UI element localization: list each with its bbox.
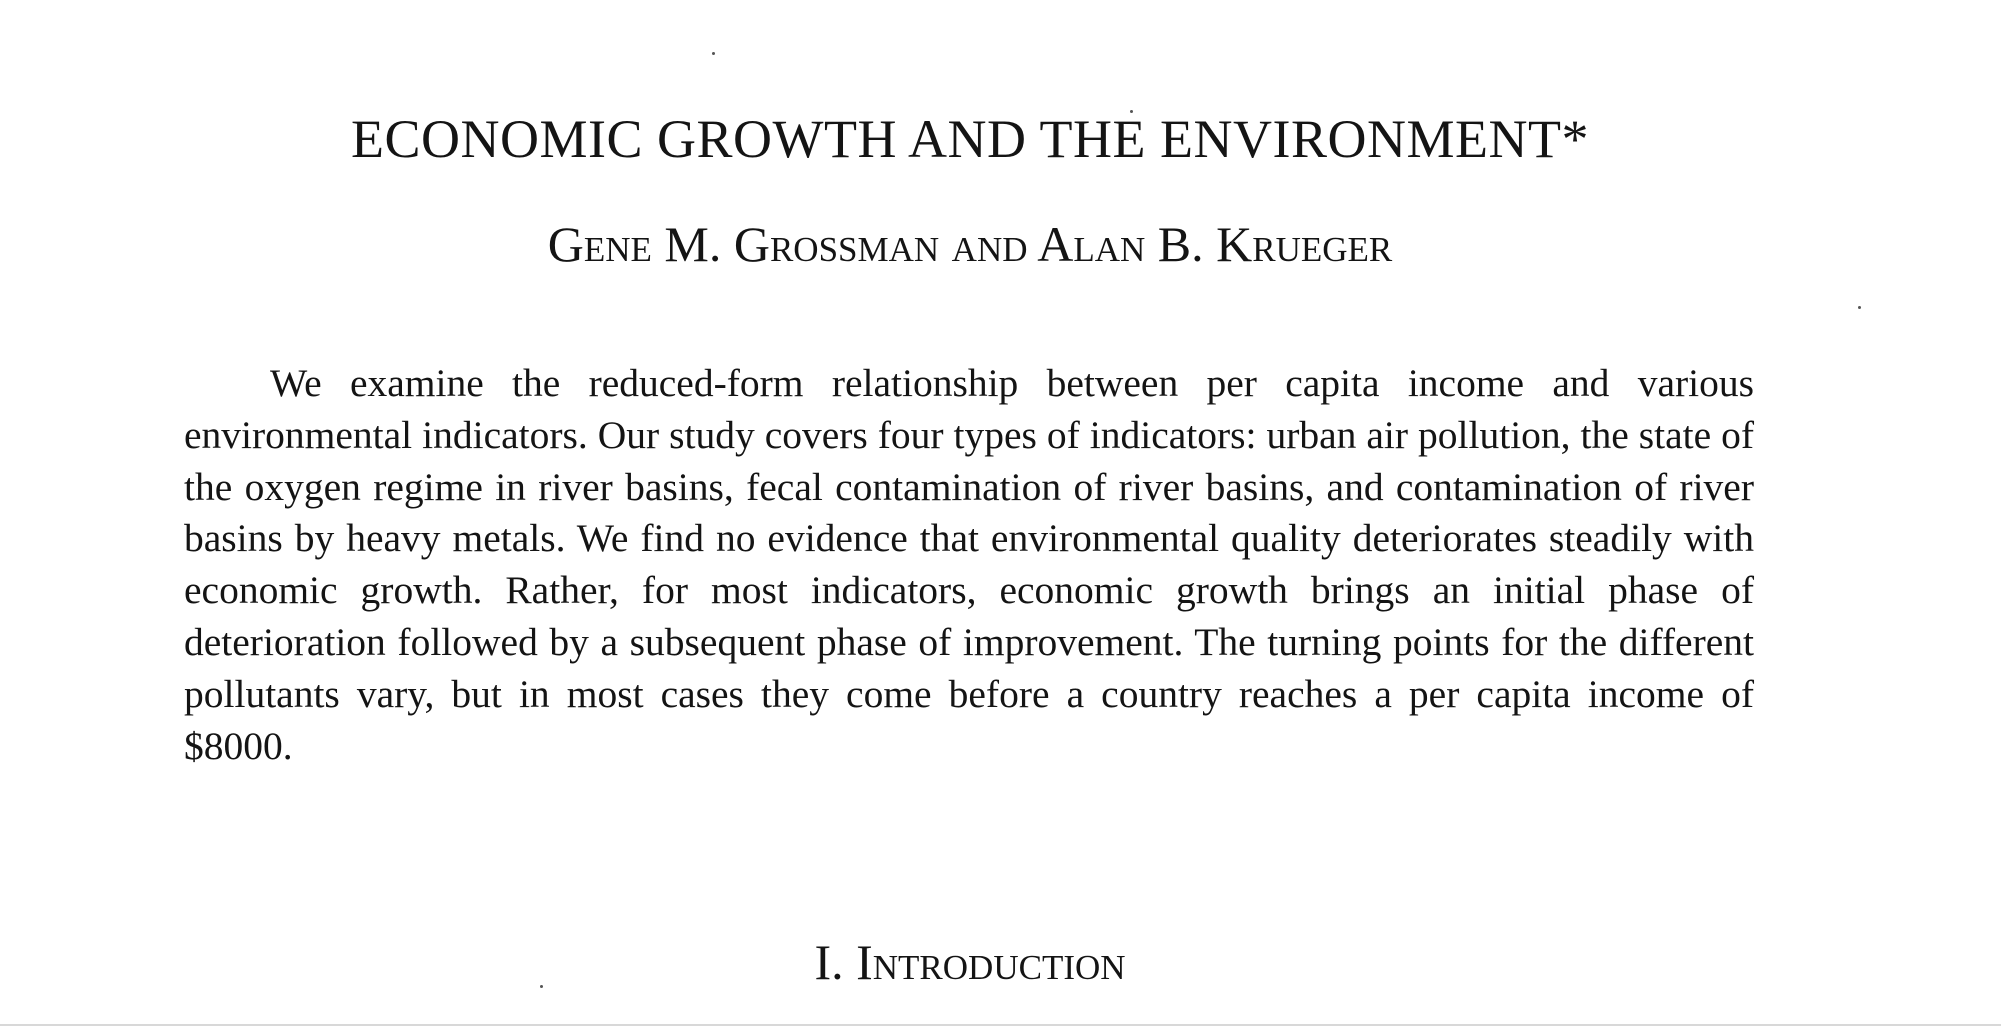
scan-speck xyxy=(1858,306,1861,309)
page-bottom-edge xyxy=(0,1024,2001,1026)
scan-speck xyxy=(712,52,715,55)
paper-authors: Gene M. Grossman and Alan B. Krueger xyxy=(547,216,1393,272)
paper-title: ECONOMIC GROWTH AND THE ENVIRONMENT* xyxy=(351,109,1589,169)
section-heading-introduction: I. Introduction xyxy=(814,934,1126,990)
abstract-paragraph: We examine the reduced-form relationship between per capita income and various environmental indicators. Our study covers four types of indicators: urban air pollution, the state of the oxygen regime in river basins, fecal contamination of river basins, and contamination of river basins by heavy metals. We find no evidence that environmental quality deteriorates steadily with economic growth. Rather, for most indicators, economic growth brings an initial phase of deterioration followed by a subsequent phase of improvement. The turning points for the different pollutants vary, but in most cases they come before a country reaches a per capita income of $8000. xyxy=(184,361,1754,768)
